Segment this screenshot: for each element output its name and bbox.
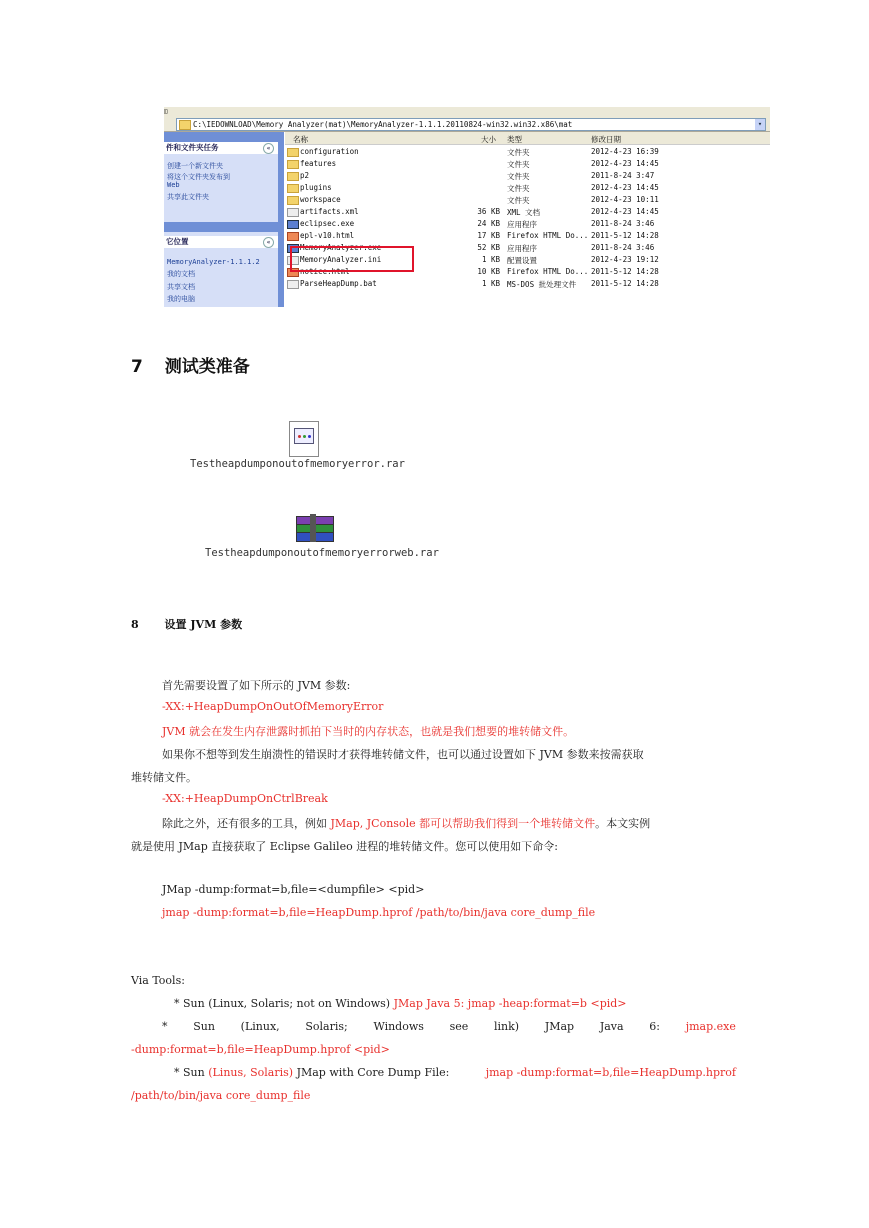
folder-icon: [287, 148, 299, 157]
file-date: 2011-8-24 3:46: [591, 219, 655, 228]
file-type: 应用程序: [507, 244, 537, 253]
folder-icon: [287, 172, 299, 181]
file-icon: [287, 280, 299, 289]
tasks-panel-header[interactable]: 件和文件夹任务 «: [164, 142, 278, 154]
file-row[interactable]: [285, 158, 770, 170]
command-jmap-core: jmap -dump:format=b,file=HeapDump.hprof /path/to/bin/java core_dump_file: [162, 906, 596, 919]
section-8-heading: [131, 616, 242, 632]
file-icon: [287, 208, 299, 217]
section-title: 测试类准备: [164, 357, 250, 377]
address-label-icon: ◫: [164, 108, 168, 115]
file-date: 2011-8-24 3:47: [591, 171, 655, 180]
file-type: XML 文档: [507, 208, 541, 217]
column-header: [285, 132, 770, 145]
file-rows: [285, 146, 770, 306]
text-run: 6:: [649, 1020, 660, 1033]
task-publish-web[interactable]: Web: [167, 181, 180, 189]
task-publish[interactable]: 将这个文件夹发布到: [167, 173, 230, 181]
file-name: features: [300, 159, 337, 168]
file-type: 文件夹: [507, 160, 530, 169]
folder-icon: [287, 184, 299, 193]
column-date[interactable]: 修改日期: [591, 135, 621, 144]
file-name: artifacts.xml: [300, 207, 359, 216]
file-date: 2012-4-23 14:45: [591, 183, 659, 192]
via-tools-label: Via Tools:: [131, 974, 185, 987]
tasks-panel: [164, 142, 278, 222]
file-row[interactable]: [285, 182, 770, 194]
column-name[interactable]: 名称: [293, 135, 308, 144]
file-icon: [287, 232, 299, 241]
rar-file-icon[interactable]: [289, 421, 319, 457]
document-icon: [294, 428, 314, 444]
place-my-computer[interactable]: 我的电脑: [167, 295, 195, 303]
file-type: 文件夹: [507, 196, 530, 205]
file-date: 2011-5-12 14:28: [591, 267, 659, 276]
task-share[interactable]: 共享此文件夹: [167, 193, 209, 201]
file-size: 1 KB: [481, 255, 500, 264]
paragraph-tools-2: 就是使用 JMap 直接获取了 Eclipse Galileo 进程的堆转储文件。您可以使用如下命令:: [131, 840, 558, 853]
places-panel: [164, 232, 278, 307]
text-run: * Sun: [174, 1066, 209, 1079]
file-name: epl-v10.html: [300, 231, 355, 240]
file-type: Firefox HTML Do...: [507, 267, 589, 276]
file-date: 2012-4-23 16:39: [591, 147, 659, 156]
dot-icon: [308, 435, 311, 438]
file-date: 2012-4-23 14:45: [591, 159, 659, 168]
file-name: plugins: [300, 183, 332, 192]
tool-line-3: [174, 1066, 736, 1079]
text-run: JMap with Core Dump File:: [293, 1066, 450, 1079]
file-size: 10 KB: [477, 267, 500, 276]
file-name: MemoryAnalyzer.ini: [300, 255, 382, 264]
text-run: 除此之外，还有很多的工具，例如: [162, 817, 331, 830]
file-row[interactable]: [285, 170, 770, 182]
file-size: 36 KB: [477, 207, 500, 216]
text-run-group: [174, 1066, 449, 1079]
file-size: 1 KB: [481, 279, 500, 288]
folder-icon: [287, 196, 299, 205]
jvm-flag-oom: -XX:+HeapDumpOnOutOfMemoryError: [162, 700, 384, 713]
text-run: * Sun (Linux, Solaris; not on Windows): [174, 997, 394, 1010]
section-7-heading: [131, 352, 250, 377]
folder-icon: [179, 120, 191, 130]
explorer-screenshot: [164, 107, 770, 307]
text-run: Java: [599, 1020, 624, 1033]
text-run: JMap: [544, 1020, 575, 1033]
text-run: link): [494, 1020, 520, 1033]
jvm-flag-ctrlbreak: -XX:+HeapDumpOnCtrlBreak: [162, 792, 328, 805]
paragraph-ondemand-2: 堆转储文件。: [131, 771, 197, 784]
paragraph-intro: 首先需要设置了如下所示的 JVM 参数:: [162, 679, 351, 692]
section-number: 7: [131, 357, 143, 377]
command-jmap-generic: JMap -dump:format=b,file=<dumpfile> <pid>: [162, 883, 425, 896]
file-type: MS-DOS 批处理文件: [507, 280, 577, 289]
file-icon: [287, 220, 299, 229]
file-size: 52 KB: [477, 243, 500, 252]
place-shared-documents[interactable]: 共享文档: [167, 283, 195, 291]
text-run: (Linux,: [240, 1020, 280, 1033]
file-list: [285, 132, 770, 307]
winrar-archive-icon[interactable]: [296, 514, 332, 542]
file-name: workspace: [300, 195, 341, 204]
dot-icon: [298, 435, 301, 438]
strap-icon: [310, 514, 316, 542]
paragraph-ondemand-1: 如果你不想等到发生崩溃性的错误时才获得堆转储文件，也可以通过设置如下 JVM 参数来按需获取: [162, 748, 644, 761]
section-title: 设置 JVM 参数: [164, 618, 243, 631]
address-bar: [164, 107, 770, 132]
file-row[interactable]: [285, 278, 770, 290]
file-type: 配置设置: [507, 256, 537, 265]
places-panel-header[interactable]: 它位置 «: [164, 236, 278, 248]
file-type: 文件夹: [507, 184, 530, 193]
text-run: *: [162, 1020, 168, 1033]
file-type: Firefox HTML Do...: [507, 231, 589, 240]
dot-icon: [303, 435, 306, 438]
tool-line-3-cont: /path/to/bin/java core_dump_file: [131, 1089, 311, 1102]
text-run-red: jmap -dump:format=b,file=HeapDump.hprof: [485, 1066, 736, 1079]
paragraph-tools-1: [162, 815, 650, 831]
column-type[interactable]: 类型: [507, 135, 522, 144]
text-run-red: (Linus, Solaris): [208, 1066, 294, 1079]
file-name: ParseHeapDump.bat: [300, 279, 377, 288]
text-run: 。本文实例: [595, 817, 651, 830]
chevron-down-icon[interactable]: ▾: [755, 119, 765, 130]
file-type: 应用程序: [507, 220, 537, 229]
text-run-red: JMap, JConsole 都可以帮助我们得到一个堆转储文件: [330, 817, 596, 830]
file-name: p2: [300, 171, 310, 180]
attachment-1-filename[interactable]: Testheapdumponoutofmemoryerror.rar: [190, 458, 405, 470]
paragraph-jvm-note: JVM 就会在发生内存泄露时抓拍下当时的内存状态，也就是我们想要的堆转储文件。: [162, 725, 575, 738]
file-date: 2011-5-12 14:28: [591, 231, 659, 240]
address-text: C:\IEDOWNLOAD\Memory Analyzer(mat)\MemoryAnalyzer-1.1.1.20110824-win32.win32.x86\mat: [193, 120, 573, 129]
highlight-box: [290, 246, 414, 272]
text-run: see: [449, 1020, 469, 1033]
column-size[interactable]: 大小: [481, 135, 496, 144]
file-date: 2012-4-23 10:11: [591, 195, 659, 204]
file-date: 2012-4-23 19:12: [591, 255, 659, 264]
text-run: Windows: [373, 1020, 424, 1033]
file-name: notice.html: [300, 267, 350, 276]
text-run: Sun: [193, 1020, 215, 1033]
task-new-folder[interactable]: 创建一个新文件夹: [167, 162, 223, 170]
file-size: 17 KB: [477, 231, 500, 240]
collapse-icon[interactable]: «: [263, 143, 274, 154]
file-name: eclipsec.exe: [300, 219, 355, 228]
file-row[interactable]: [285, 194, 770, 206]
attachment-2-filename[interactable]: Testheapdumponoutofmemoryerrorweb.rar: [205, 547, 439, 559]
file-name: configuration: [300, 147, 359, 156]
file-date: 2012-4-23 14:45: [591, 207, 659, 216]
folder-icon: [287, 160, 299, 169]
place-memoryanalyzer[interactable]: MemoryAnalyzer-1.1.1.2: [167, 258, 260, 266]
text-run-red: JMap Java 5: jmap -heap:format=b <pid>: [393, 997, 627, 1010]
file-type: 文件夹: [507, 148, 530, 157]
tool-line-2-cont: -dump:format=b,file=HeapDump.hprof <pid>: [131, 1043, 390, 1056]
address-field[interactable]: [176, 118, 766, 131]
file-size: 24 KB: [477, 219, 500, 228]
file-row[interactable]: [285, 230, 770, 242]
text-run-red: jmap.exe: [685, 1020, 736, 1033]
file-date: 2011-5-12 14:28: [591, 279, 659, 288]
file-row[interactable]: [285, 218, 770, 230]
file-name: MemoryAnalyzer.exe: [300, 243, 382, 252]
text-run: Solaris;: [305, 1020, 348, 1033]
file-date: 2011-8-24 3:46: [591, 243, 655, 252]
file-row[interactable]: [285, 146, 770, 158]
collapse-icon[interactable]: «: [263, 237, 274, 248]
tool-line-2: [162, 1020, 736, 1033]
section-number: 8: [131, 618, 139, 631]
place-my-documents[interactable]: 我的文档: [167, 270, 195, 278]
task-pane: [164, 132, 284, 307]
file-row[interactable]: [285, 206, 770, 218]
file-type: 文件夹: [507, 172, 530, 181]
tool-line-1: [174, 997, 627, 1010]
